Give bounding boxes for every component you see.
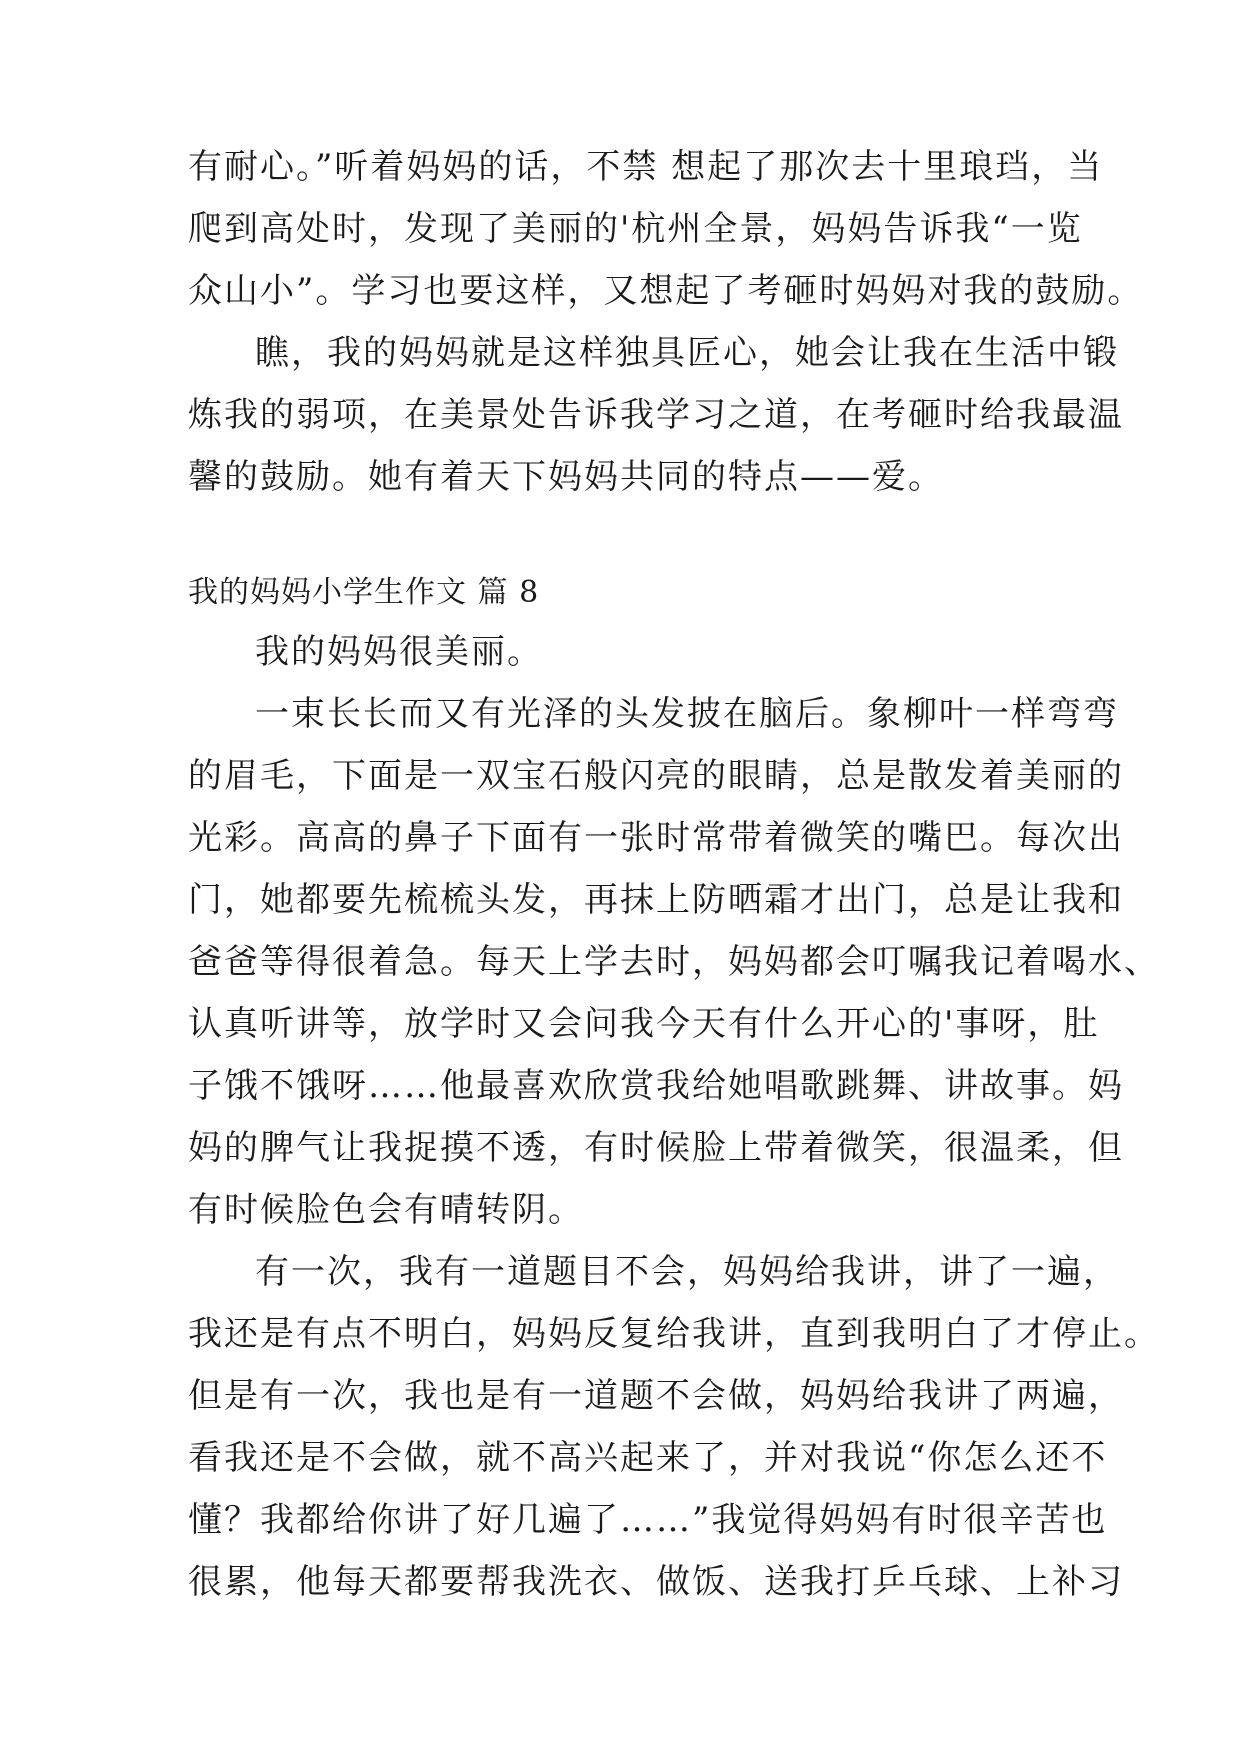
paragraph-line: 爬到高处时，发现了美丽的'杭州全景，妈妈告诉我“一览 [188, 209, 1083, 249]
paragraph-line: 的眉毛，下面是一双宝石般闪亮的眼睛，总是散发着美丽的 [188, 756, 1124, 796]
paragraph-line: 我还是有点不明白，妈妈反复给我讲，直到我明白了才停止。 [188, 1314, 1160, 1354]
paragraph-line: 爸爸等得很着急。每天上学去时，妈妈都会叮嘱我记着喝水、 [188, 942, 1160, 982]
paragraph-line: 但是有一次，我也是有一道题不会做，妈妈给我讲了两遍， [188, 1376, 1124, 1416]
paragraph-line: 很累，他每天都要帮我洗衣、做饭、送我打乒乓球、上补习 [188, 1562, 1124, 1602]
paragraph-line: 认真听讲等，放学时又会问我今天有什么开心的'事呀，肚 [188, 1004, 1100, 1044]
paragraph-line: 光彩。高高的鼻子下面有一张时常带着微笑的嘴巴。每次出 [188, 818, 1124, 858]
paragraph-line: 有一次，我有一道题目不会，妈妈给我讲，讲了一遍， [255, 1252, 1119, 1292]
paragraph-line: 子饿不饿呀……他最喜欢欣赏我给她唱歌跳舞、讲故事。妈 [188, 1066, 1124, 1106]
paragraph-line: 看我还是不会做，就不高兴起来了，并对我说“你怎么还不 [188, 1438, 1108, 1478]
paragraph-line: 瞧，我的妈妈就是这样独具匠心，她会让我在生活中锻 [255, 333, 1119, 373]
paragraph-line: 有时候脸色会有晴转阴。 [188, 1190, 584, 1230]
paragraph-line: 我的妈妈很美丽。 [255, 632, 543, 672]
paragraph-line: 懂？我都给你讲了好几遍了……”我觉得妈妈有时很辛苦也 [188, 1500, 1108, 1540]
paragraph-line: 门，她都要先梳梳头发，再抹上防晒霜才出门，总是让我和 [188, 880, 1124, 920]
paragraph-line: 炼我的弱项，在美景处告诉我学习之道，在考砸时给我最温 [188, 395, 1124, 435]
paragraph-line: 有耐心。”听着妈妈的话，不禁 想起了那次去十里琅珰，当 [188, 147, 1104, 187]
paragraph-line: 妈的脾气让我捉摸不透，有时候脸上带着微笑，很温柔，但 [188, 1128, 1124, 1168]
paragraph-line: 一束长长而又有光泽的头发披在脑后。象柳叶一样弯弯 [255, 694, 1119, 734]
paragraph-line: 众山小”。学习也要这样，又想起了考砸时妈妈对我的鼓励。 [188, 271, 1144, 311]
section-heading: 我的妈妈小学生作文 篇 8 [188, 575, 540, 610]
paragraph-line: 馨的鼓励。她有着天下妈妈共同的特点——爱。 [188, 457, 944, 497]
